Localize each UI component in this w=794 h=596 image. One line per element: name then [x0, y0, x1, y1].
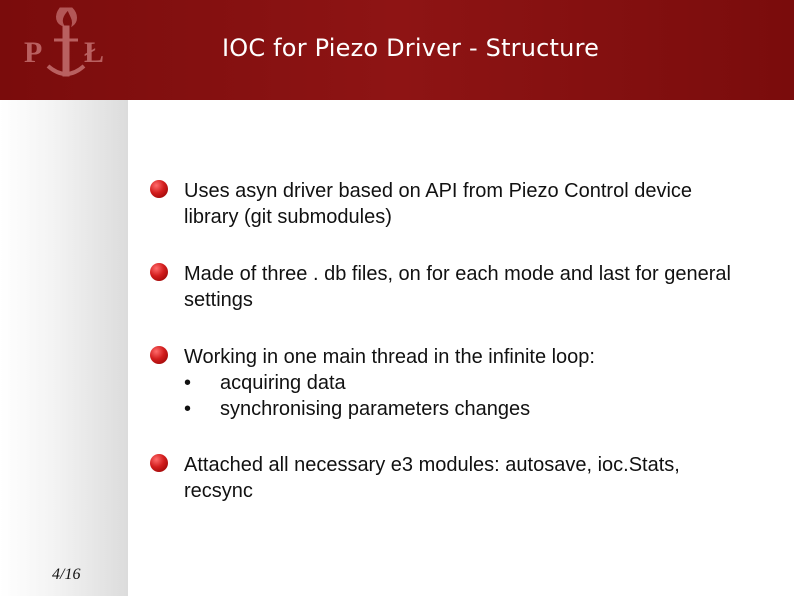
bullet-point-icon — [150, 180, 168, 198]
slide-title: IOC for Piezo Driver - Structure — [222, 34, 600, 62]
sub-bullet-marker: • — [184, 398, 192, 420]
sub-bullet-item — [150, 370, 750, 396]
slide-header — [0, 0, 794, 100]
bullet-point-icon — [150, 263, 168, 281]
bullet-point-icon — [150, 454, 168, 472]
bullet-item-2 — [150, 261, 750, 313]
bullet-text: Uses asyn driver based on API from Piezo Control device library (git submodules) — [184, 180, 693, 228]
sub-bullet-text: synchronising parameters changes — [220, 398, 531, 420]
svg-text:P: P — [24, 36, 43, 69]
page-number: 4/16 — [52, 566, 81, 583]
left-sidebar-gradient — [0, 100, 128, 596]
bullet-point-icon — [150, 346, 168, 364]
university-logo-icon — [20, 0, 112, 100]
svg-text:Ł: Ł — [84, 36, 105, 69]
sub-bullet-item — [150, 396, 750, 422]
sub-bullet-marker: • — [184, 372, 192, 394]
bullet-text: Attached all necessary e3 modules: autosave, ioc.Stats, recsync — [184, 454, 680, 502]
bullet-text: Working in one main thread in the infinite loop: — [184, 346, 595, 368]
bullet-text: Made of three . db files, on for each mode and last for general settings — [184, 263, 731, 311]
bullet-item-4 — [150, 452, 750, 504]
sub-bullet-text: acquiring data — [220, 372, 346, 394]
bullet-item-1 — [150, 178, 750, 230]
bullet-item-3 — [150, 344, 750, 422]
